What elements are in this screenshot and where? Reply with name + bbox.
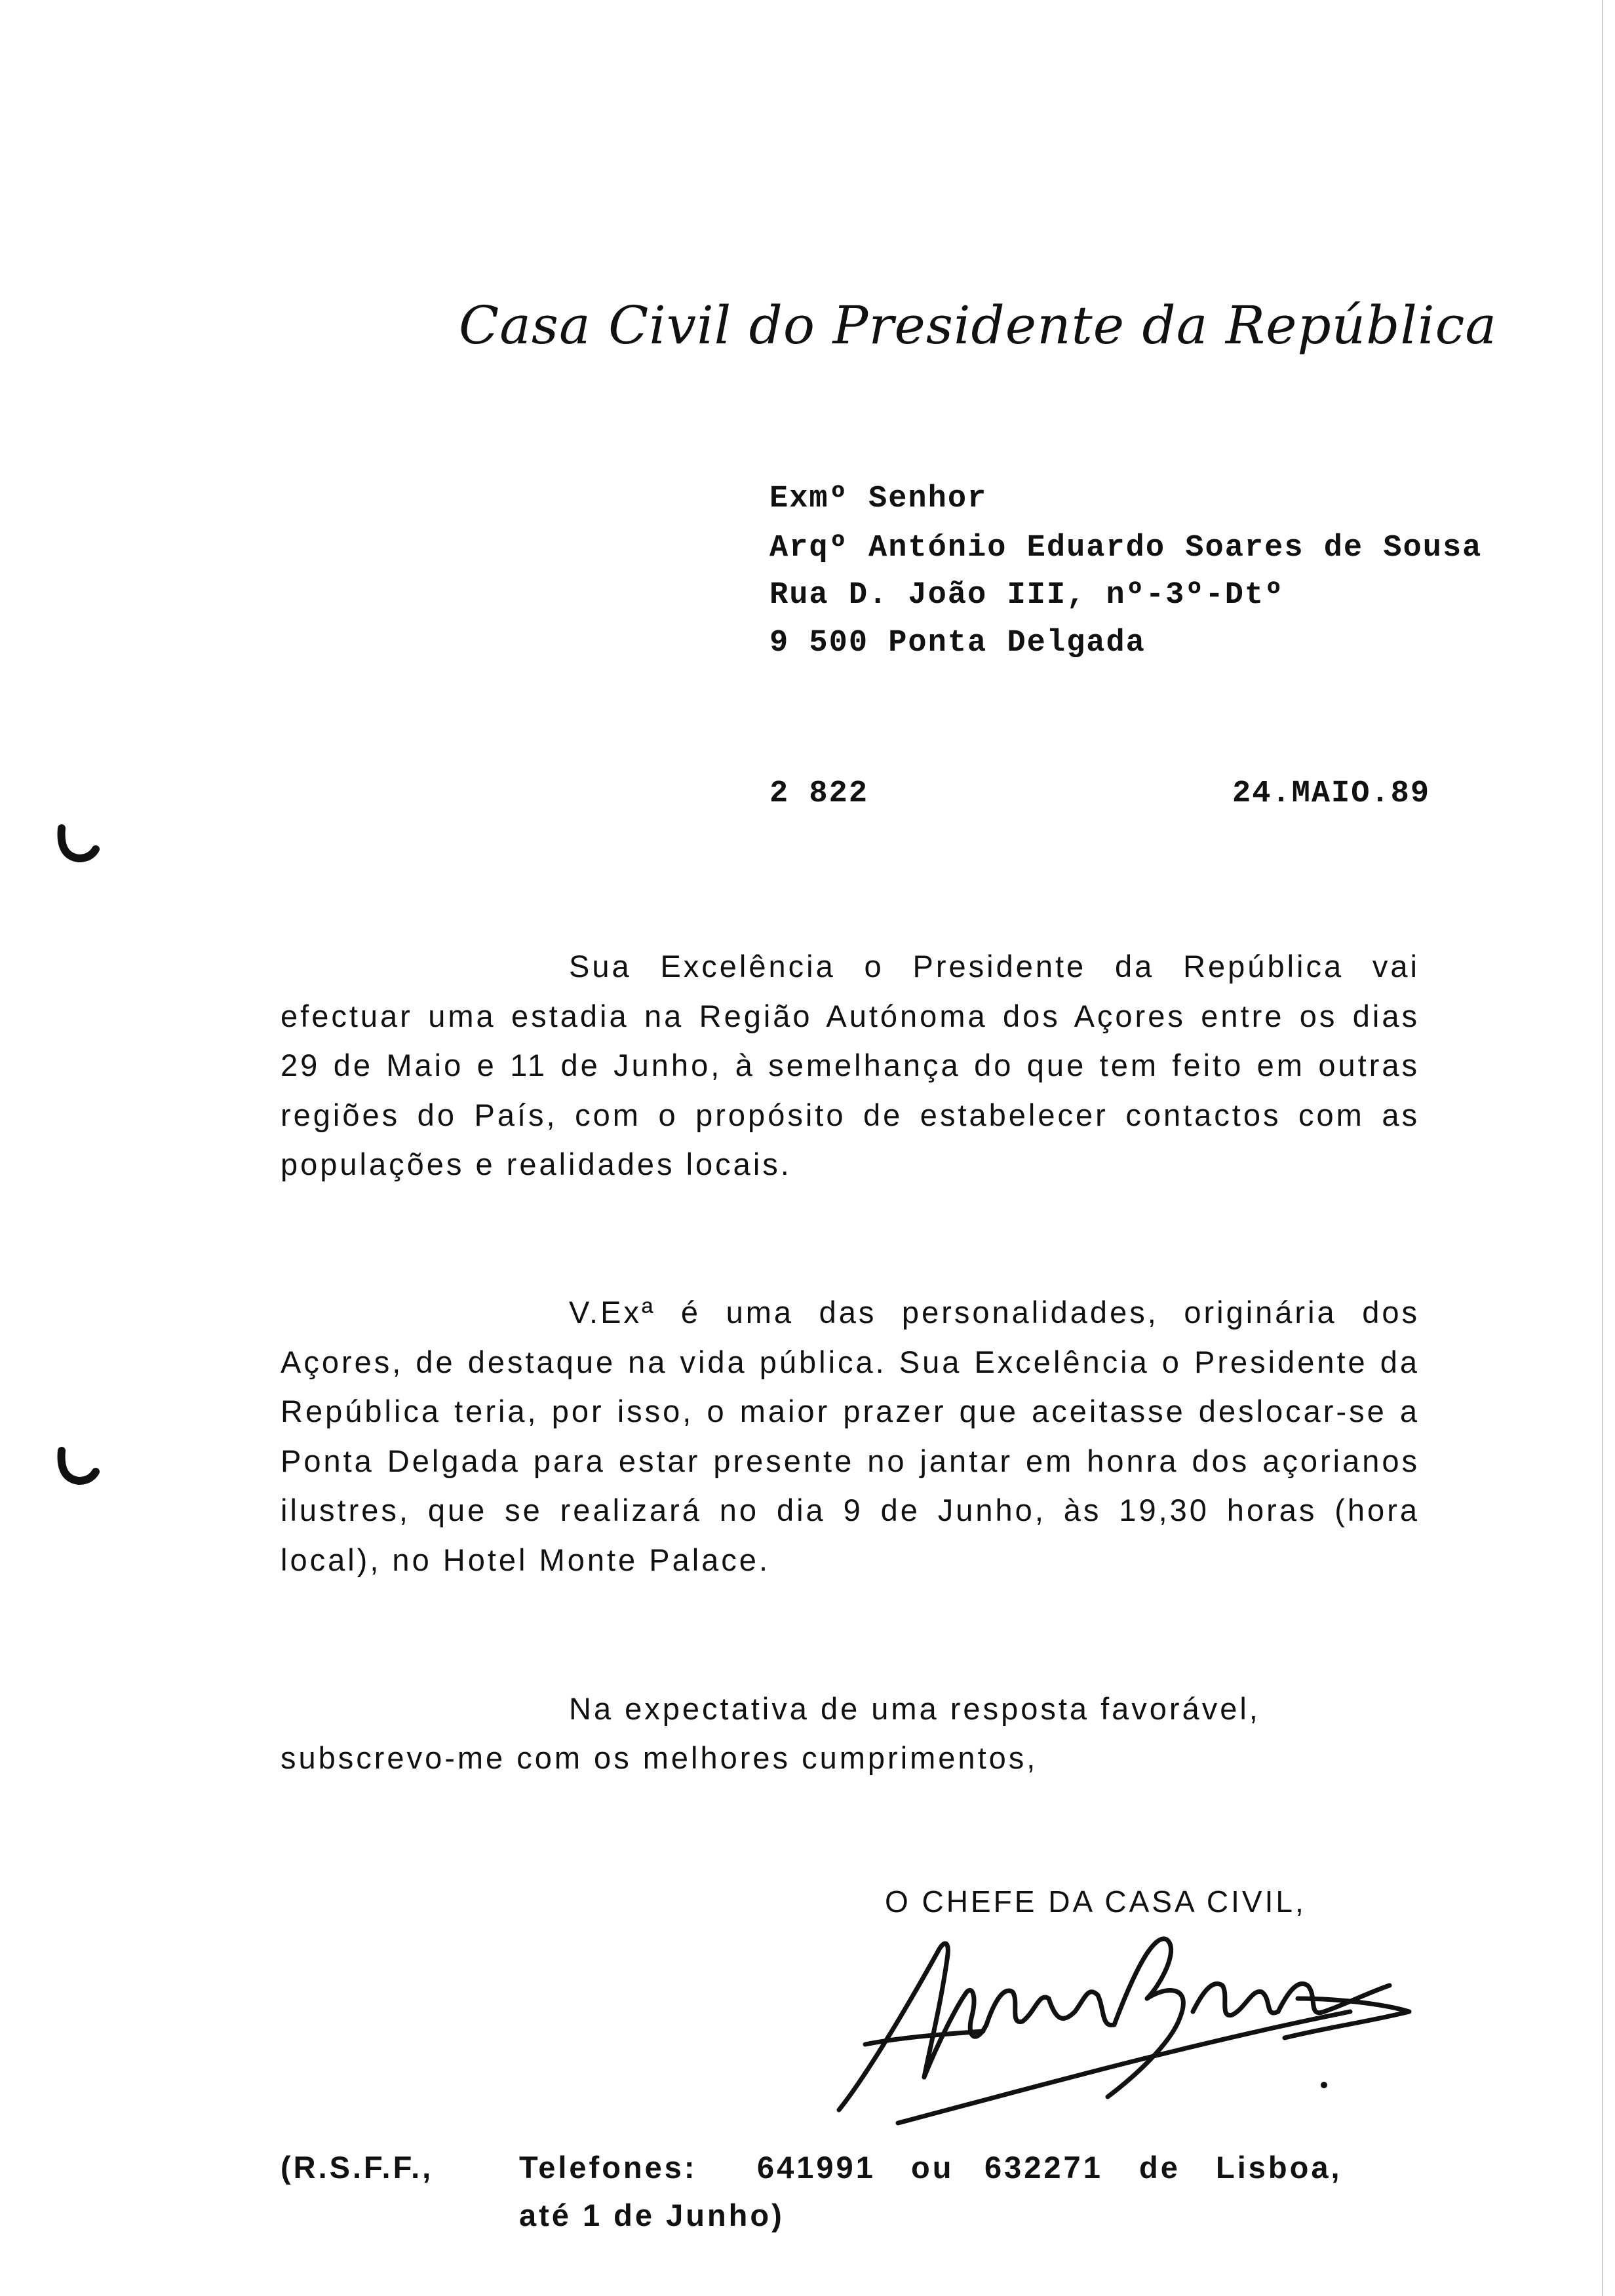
footer-ou: ou bbox=[911, 2150, 954, 2185]
recipient-street: Rua D. João III, nº-3º-Dtº bbox=[769, 578, 1285, 613]
paragraph-1: Sua Excelência o Presidente da República vai efectuar uma estadia na Região Autónoma dos Açores entre os dias 29 de Maio e 11 de Junho, à semelhança do que tem feito em outras regiões do País, com o propósito de estabelecer contactos com as populações e realidades locais. bbox=[281, 949, 1420, 1182]
letterhead: Casa Civil do Presidente da República bbox=[459, 295, 1498, 356]
punch-hole-mark-bottom bbox=[52, 1442, 105, 1494]
footer-phone-1: 641991 bbox=[757, 2150, 876, 2185]
footer-rsff: (R.S.F.F., bbox=[281, 2150, 434, 2185]
signer-title: O CHEFE DA CASA CIVIL, bbox=[885, 1885, 1306, 1919]
recipient-city: 9 500 Ponta Delgada bbox=[769, 626, 1146, 660]
reference-number: 2 822 bbox=[769, 776, 869, 811]
recipient-name: Arqº António Eduardo Soares de Sousa bbox=[769, 531, 1483, 565]
footer-de: de bbox=[1139, 2150, 1180, 2185]
footer-phone-2: 632271 bbox=[984, 2150, 1103, 2185]
punch-hole-mark-top bbox=[52, 819, 105, 871]
handwritten-signature bbox=[826, 1913, 1416, 2130]
recipient-salutation: Exmº Senhor bbox=[769, 482, 988, 516]
page-edge-line bbox=[1602, 0, 1603, 2296]
closing-line-1: Na expectativa de uma resposta favorável, bbox=[569, 1691, 1260, 1726]
letter-date: 24.MAIO.89 bbox=[1232, 776, 1431, 811]
paragraph-2: V.Exª é uma das personalidades, originária dos Açores, de destaque na vida pública. Sua Excelência o Presidente da República teria, por isso, o maior prazer que aceitasse deslocar-se a Ponta Delgada para estar presente no jantar em honra dos açorianos ilustres, que se realizará no dia 9 de Junho, às 19,30 horas (hora local), no Hotel Monte Palace. bbox=[281, 1295, 1420, 1577]
footer-telefones-label: Telefones: bbox=[519, 2150, 697, 2185]
footer-until-date: até 1 de Junho) bbox=[519, 2198, 785, 2232]
footer-lisboa: Lisboa, bbox=[1216, 2150, 1342, 2185]
closing-line-2: subscrevo-me com os melhores cumprimentos, bbox=[281, 1740, 1038, 1775]
